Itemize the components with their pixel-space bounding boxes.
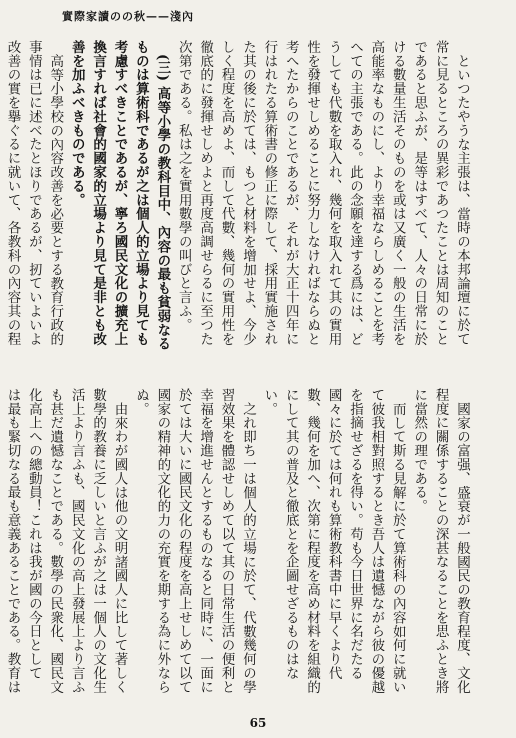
bold-section-heading: (三) 高等小學の教科目中、內容の最も貧弱なるものは算術科であるが之は個人的立場より見ても考慮すべきことであるが、寧ろ國民文化の擴充上換言すれば社會的國家的立場より見て是非とも改善を加ふべきものである。 [68, 40, 171, 351]
upper-text-block [4, 40, 472, 358]
lower-text-block [4, 388, 472, 698]
running-header: 實際家讀のの秋——淺內 [62, 10, 194, 23]
paragraph: 高等小學校の內容改善を必要とする教育行政的事情は已に述べたとほりであるが、扨ていよいよ改善の實を擧ぐるに就いて、各教科の內容其の程 [4, 40, 64, 346]
paragraph: 之れ即ち一は個人的立場に於て、代數幾何の學習效果を體認せしめて以て其の日常生活の便利と幸福を增進せんとするものなると同時に、一面に於ては大いに國民文化の程度を高上せしめて以て國家の精神的文化的力の充實を期する為に外ならぬ。 [132, 388, 256, 694]
paragraph: といつたやうな主張は、當時の本邦論壇に於て常に見るところの異彩であつたことは周知のことであると思ふが、是等はすべて、人々の日常に於ける數量生活そのものを或は又廣く一般の生活を高能率なものにし、より幸福ならしめることを考へての主張である。此の念願を達する爲には、どうしても代數を取入れ、幾何を取入れて其の實用性を發揮せしめることに努力しなければならぬと考へたからのことであるが、それが大正十四年に行はれたる算術書の修正に際して、採用實施された其の後に於ては、もつと材料を增加せよ、今少しく程度を高めよ、而して代數、幾何の實用性を徹底的に發揮せしめよと再度高調せらるに至つた次第である。私は之を實用數學の叫びと言ふ。 [175, 40, 470, 346]
paragraph: 而して斯る見解に於て算術科の內容如何に就いて彼我相對照するとき吾人は遺憾ながら彼の優越を指摘せざるを得い。苟も今日世界に名だたる國々に於ては何れも算術教科書中に早くより代數、幾何を加へ、次第に程度を高め材料を組織的にして其の普及と徹底とを企圖せざるものはない。 [261, 388, 406, 694]
page-number: 65 [249, 716, 267, 730]
paragraph: 由來わが國人は他の文明諸國人に比して著しく數學的教養に乏しいと言ふが之は一個人の文化生活上より言ふも、國民文化の高上發展上より言ふも甚だ遺憾なことである。數學の民衆化、國民文化高上への總動員！これは我が國の今日として は最も緊切なる最も意義あることである。教育は [4, 388, 128, 694]
paragraph: 國家の富强、盛衰が一般國民の教育程度、文化程度に關係することの深甚なることを思ふとき將に當然の理である。 [411, 388, 470, 694]
